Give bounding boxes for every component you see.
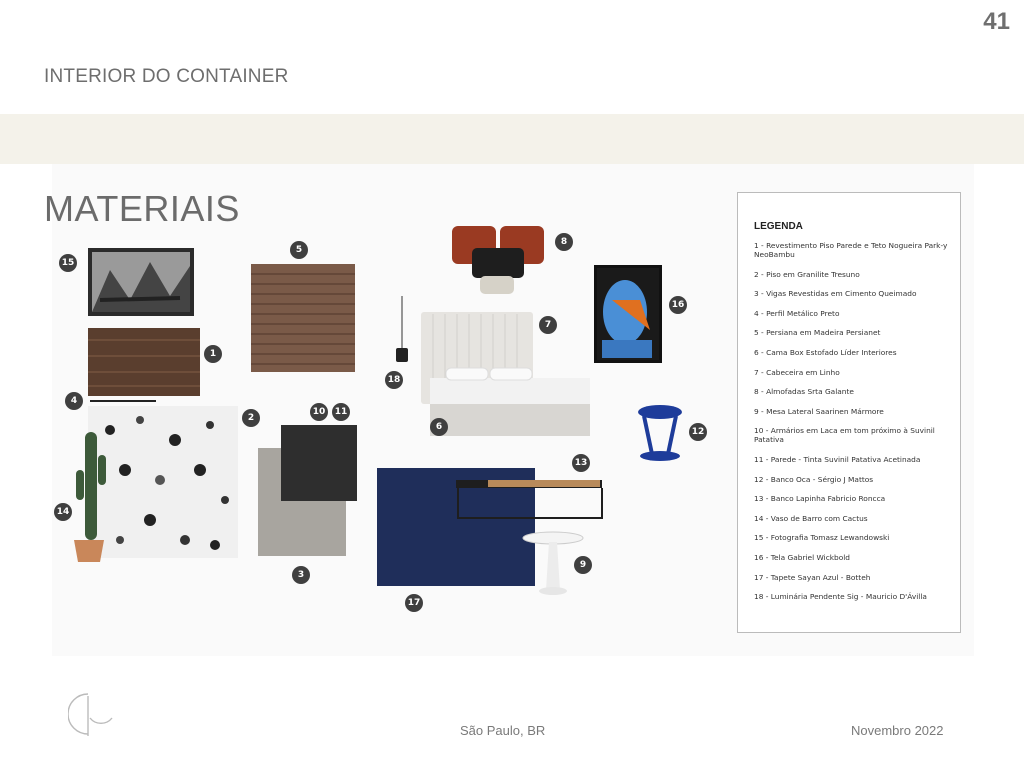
legend-item: 12 - Banco Oca - Sérgio J Mattos [754, 474, 874, 484]
brand-logo-icon [68, 690, 116, 740]
legend-item: 18 - Luminária Pendente Sig - Mauricio D'Ávilla [754, 592, 927, 602]
footer-date: Novembro 2022 [851, 723, 944, 738]
legend-item: 4 - Perfil Metálico Preto [754, 308, 840, 318]
legend-item: 16 - Tela Gabriel Wickbold [754, 552, 850, 562]
badge-16: 16 [669, 296, 687, 314]
legend-box [737, 192, 961, 633]
section-title: INTERIOR DO CONTAINER [44, 66, 289, 87]
painting-image [594, 265, 662, 363]
granilite-image [88, 406, 238, 558]
legend-item: 3 - Vigas Revestidas em Cimento Queimado [754, 289, 917, 299]
legend-item: 17 - Tapete Sayan Azul - Botteh [754, 572, 871, 582]
badge-18: 18 [385, 371, 403, 389]
badge-2: 2 [242, 409, 260, 427]
badge-17: 17 [405, 594, 423, 612]
legend-item: 6 - Cama Box Estofado Líder Interiores [754, 347, 897, 357]
legend-item: 7 - Cabeceira em Linho [754, 367, 840, 377]
legend-item: 10 - Armários em Laca em tom próximo à Suvinil Patativa [754, 426, 935, 445]
badge-12: 12 [689, 423, 707, 441]
badge-3: 3 [292, 566, 310, 584]
legend-item: 9 - Mesa Lateral Saarinen Mármore [754, 406, 884, 416]
badge-5: 5 [290, 241, 308, 259]
legend-item: 1 - Revestimento Piso Parede e Teto Nogueira Park-y NeoBambu [754, 241, 948, 259]
badge-13: 13 [572, 454, 590, 472]
paint-swatch-image [281, 425, 357, 501]
legend-item: 2 - Piso em Granilite Tresuno [754, 269, 860, 279]
legend-title: LEGENDA [754, 221, 803, 232]
badge-4: 4 [65, 392, 83, 410]
badge-14: 14 [54, 503, 72, 521]
photograph-image [88, 248, 194, 316]
legend-item: 8 - Almofadas Srta Galante [754, 387, 854, 397]
legend-item: 13 - Banco Lapinha Fabricio Roncca [754, 494, 886, 504]
legend-item: 15 - Fotografia Tomasz Lewandowski [754, 533, 890, 543]
badge-11: 11 [332, 403, 350, 421]
legend-item: 11 - Parede - Tinta Suvinil Patativa Acetinada [754, 454, 921, 464]
legend-list [754, 241, 950, 612]
cushions-image [452, 226, 544, 294]
wood-panel-image [88, 328, 200, 396]
page-title: MATERIAIS [44, 188, 240, 229]
blinds-image [251, 264, 355, 372]
badge-6: 6 [430, 418, 448, 436]
footer-location: São Paulo, BR [460, 723, 546, 738]
badge-8: 8 [555, 233, 573, 251]
badge-9: 9 [574, 556, 592, 574]
page-number: 41 [983, 8, 1010, 35]
badge-1: 1 [204, 345, 222, 363]
badge-10: 10 [310, 403, 328, 421]
pendant-lamp-image [396, 296, 408, 362]
badge-15: 15 [59, 254, 77, 272]
legend-item: 5 - Persiana em Madeira Persianet [754, 328, 881, 338]
badge-7: 7 [539, 316, 557, 334]
bed-image [421, 312, 590, 436]
metal-profile-image [90, 400, 156, 402]
legend-item: 14 - Vaso de Barro com Cactus [754, 513, 868, 523]
stool-image [638, 405, 682, 461]
